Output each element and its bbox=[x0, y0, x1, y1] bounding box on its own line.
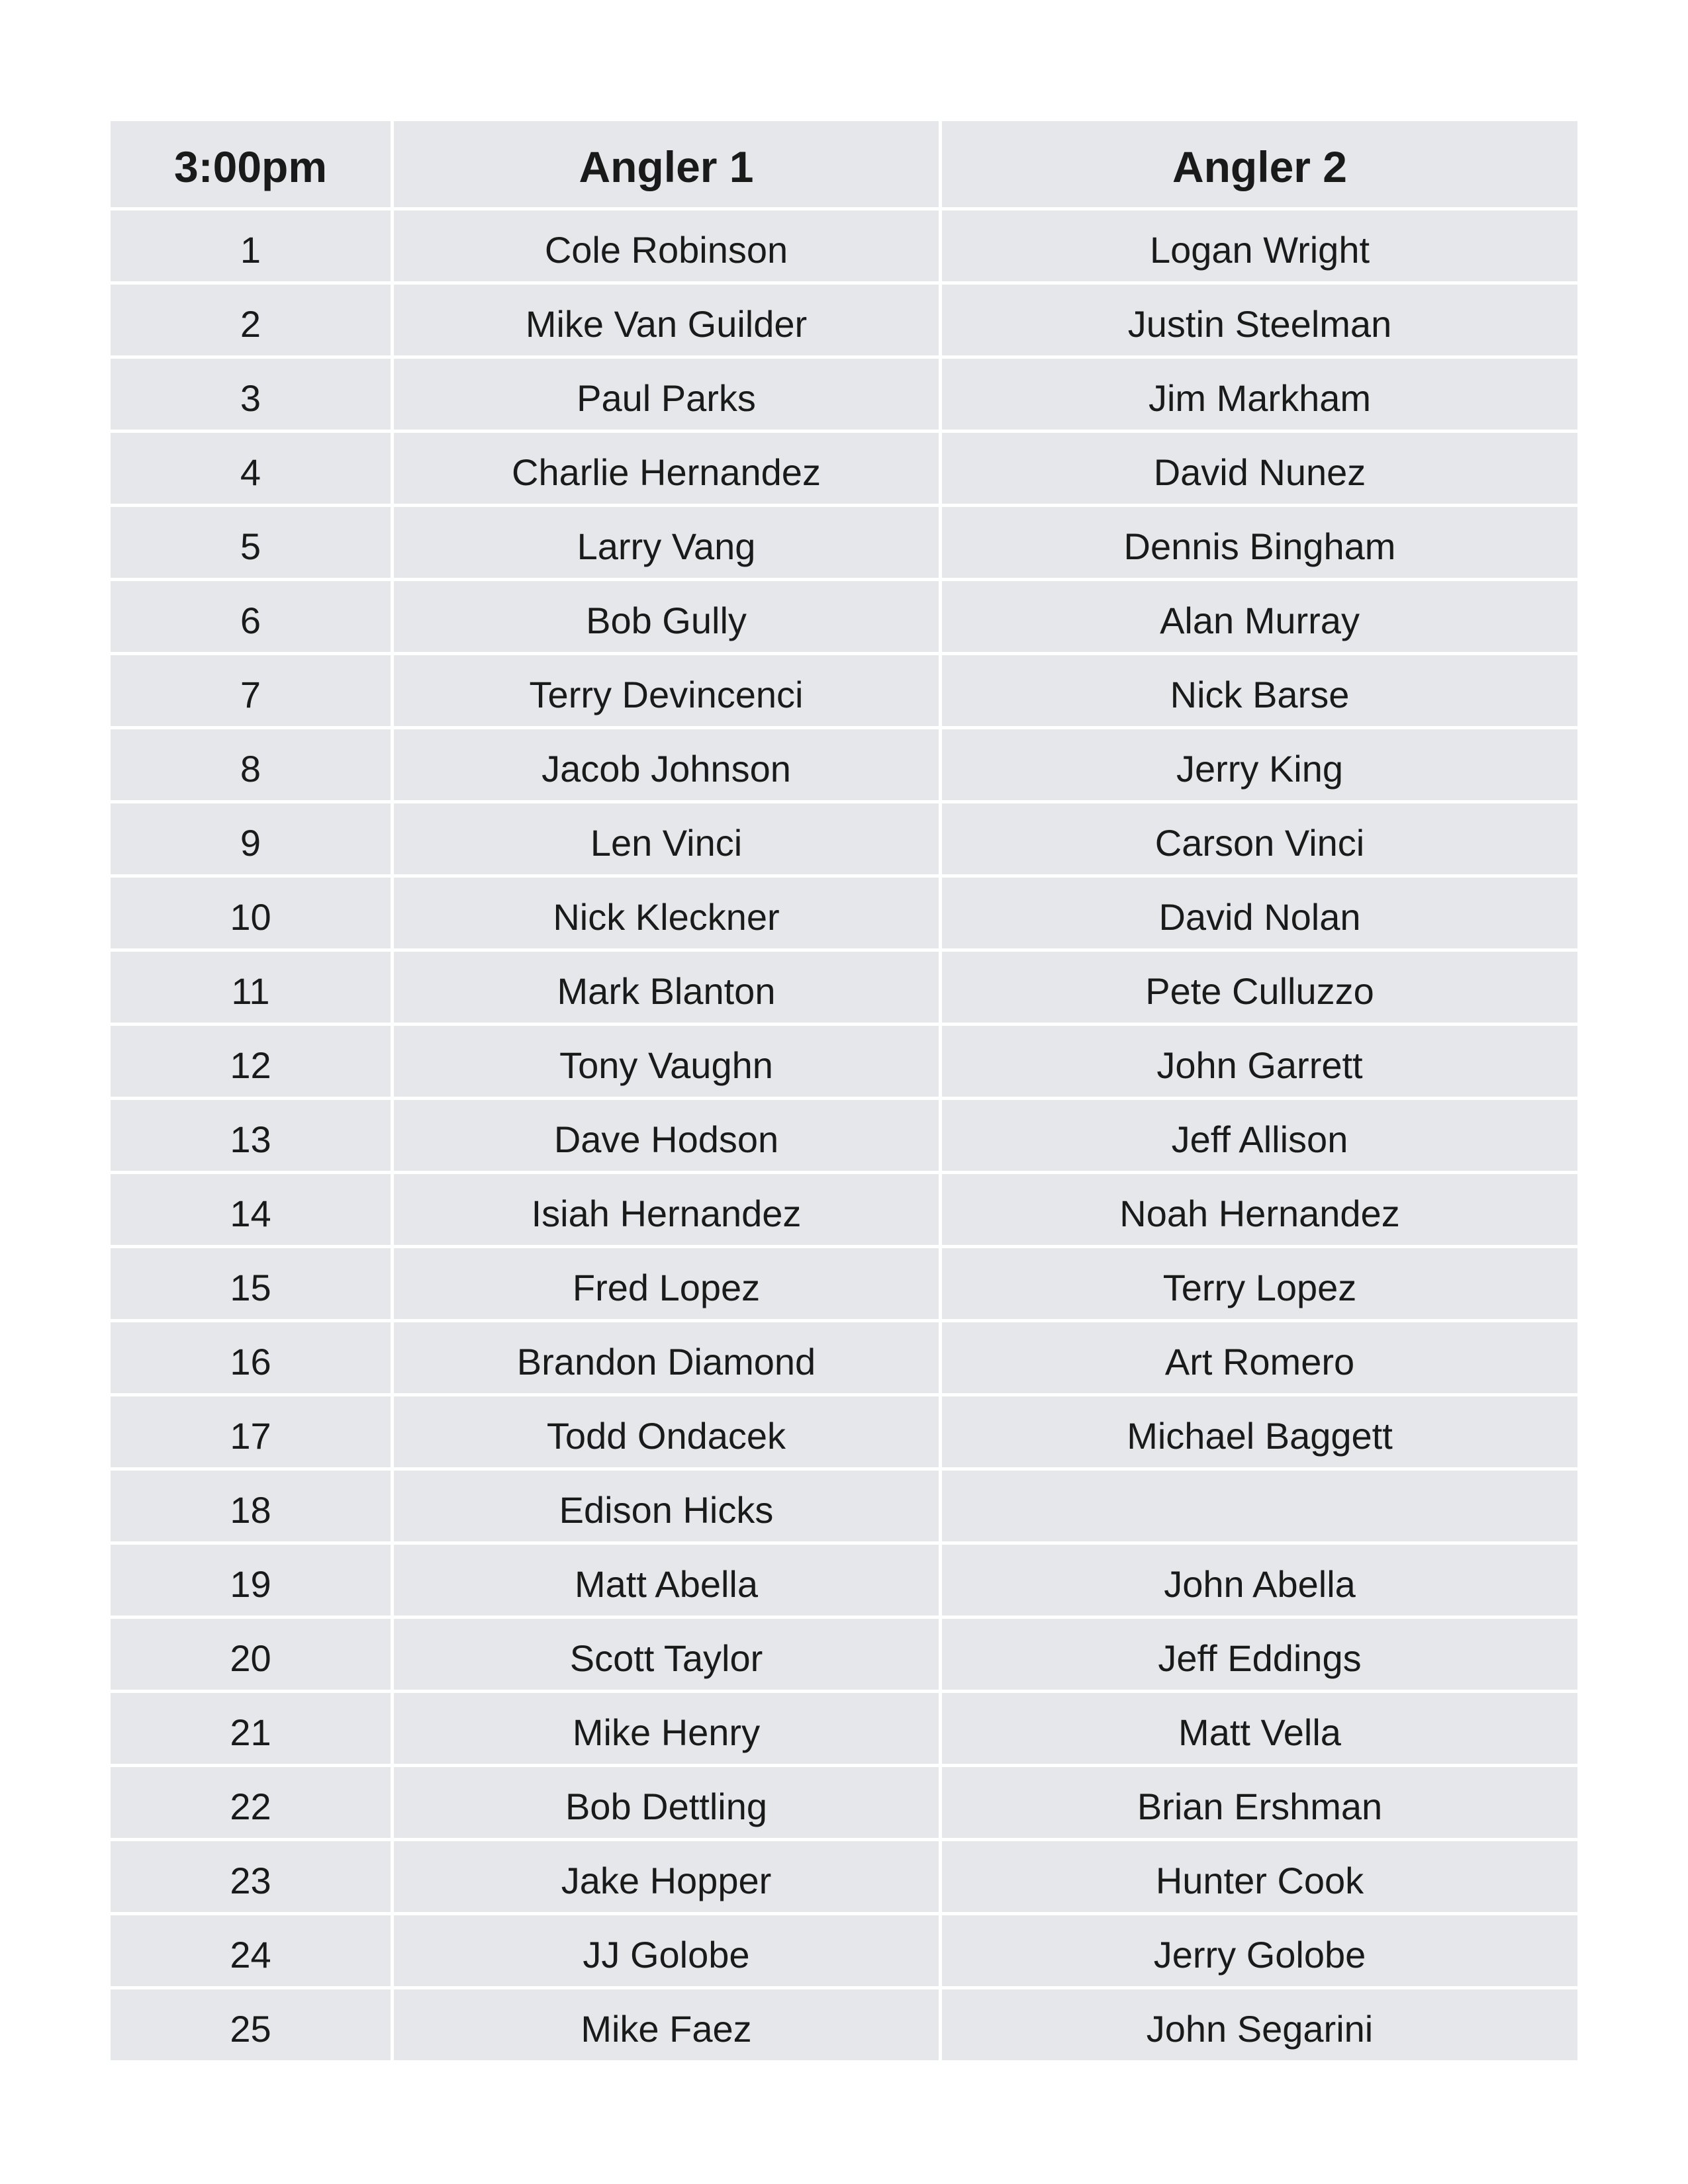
angler-1-name: Fred Lopez bbox=[394, 1248, 942, 1319]
angler-1-name: Matt Abella bbox=[394, 1545, 942, 1615]
table-body bbox=[111, 210, 1577, 2060]
header-angler-2: Angler 2 bbox=[942, 121, 1577, 207]
table-row bbox=[111, 655, 1577, 729]
angler-1-name: Paul Parks bbox=[394, 359, 942, 430]
boat-number: 1 bbox=[111, 210, 394, 281]
angler-2-name: Brian Ershman bbox=[942, 1767, 1577, 1838]
boat-number: 9 bbox=[111, 803, 394, 874]
table-row bbox=[111, 1915, 1577, 1989]
table-row bbox=[111, 1989, 1577, 2060]
boat-number: 6 bbox=[111, 581, 394, 652]
table-row bbox=[111, 507, 1577, 581]
angler-2-name: Jim Markham bbox=[942, 359, 1577, 430]
angler-2-name: David Nolan bbox=[942, 878, 1577, 948]
boat-number: 24 bbox=[111, 1915, 394, 1986]
boat-number: 14 bbox=[111, 1174, 394, 1245]
table-row bbox=[111, 581, 1577, 655]
boat-number: 20 bbox=[111, 1619, 394, 1690]
angler-1-name: Scott Taylor bbox=[394, 1619, 942, 1690]
angler-2-name: Hunter Cook bbox=[942, 1841, 1577, 1912]
angler-2-name: Alan Murray bbox=[942, 581, 1577, 652]
angler-1-name: Edison Hicks bbox=[394, 1471, 942, 1541]
boat-number: 10 bbox=[111, 878, 394, 948]
angler-2-name: Justin Steelman bbox=[942, 285, 1577, 355]
table-row bbox=[111, 1619, 1577, 1693]
angler-2-name bbox=[942, 1471, 1577, 1541]
angler-1-name: Mike Faez bbox=[394, 1989, 942, 2060]
angler-1-name: Todd Ondacek bbox=[394, 1396, 942, 1467]
angler-2-name: Art Romero bbox=[942, 1322, 1577, 1393]
angler-1-name: Nick Kleckner bbox=[394, 878, 942, 948]
angler-2-name: Terry Lopez bbox=[942, 1248, 1577, 1319]
angler-1-name: Jacob Johnson bbox=[394, 729, 942, 800]
angler-1-name: Len Vinci bbox=[394, 803, 942, 874]
boat-number: 25 bbox=[111, 1989, 394, 2060]
angler-2-name: John Segarini bbox=[942, 1989, 1577, 2060]
angler-2-name: Jeff Eddings bbox=[942, 1619, 1577, 1690]
table-row bbox=[111, 878, 1577, 952]
header-angler-1: Angler 1 bbox=[394, 121, 942, 207]
boat-number: 22 bbox=[111, 1767, 394, 1838]
angler-1-name: Brandon Diamond bbox=[394, 1322, 942, 1393]
table-row bbox=[111, 952, 1577, 1026]
angler-1-name: Mike Van Guilder bbox=[394, 285, 942, 355]
angler-2-name: Carson Vinci bbox=[942, 803, 1577, 874]
boat-number: 19 bbox=[111, 1545, 394, 1615]
table-row bbox=[111, 803, 1577, 878]
angler-1-name: Cole Robinson bbox=[394, 210, 942, 281]
angler-1-name: Larry Vang bbox=[394, 507, 942, 578]
angler-2-name: John Garrett bbox=[942, 1026, 1577, 1097]
angler-2-name: Michael Baggett bbox=[942, 1396, 1577, 1467]
angler-1-name: Bob Gully bbox=[394, 581, 942, 652]
boat-number: 18 bbox=[111, 1471, 394, 1541]
header-time: 3:00pm bbox=[111, 121, 394, 207]
angler-pairings-table bbox=[111, 121, 1577, 2060]
boat-number: 2 bbox=[111, 285, 394, 355]
angler-1-name: Mike Henry bbox=[394, 1693, 942, 1764]
boat-number: 13 bbox=[111, 1100, 394, 1171]
boat-number: 16 bbox=[111, 1322, 394, 1393]
angler-1-name: Tony Vaughn bbox=[394, 1026, 942, 1097]
angler-2-name: Nick Barse bbox=[942, 655, 1577, 726]
table-row bbox=[111, 1841, 1577, 1915]
boat-number: 17 bbox=[111, 1396, 394, 1467]
angler-1-name: Jake Hopper bbox=[394, 1841, 942, 1912]
boat-number: 11 bbox=[111, 952, 394, 1023]
boat-number: 5 bbox=[111, 507, 394, 578]
angler-2-name: John Abella bbox=[942, 1545, 1577, 1615]
angler-1-name: Isiah Hernandez bbox=[394, 1174, 942, 1245]
angler-1-name: Dave Hodson bbox=[394, 1100, 942, 1171]
angler-1-name: Bob Dettling bbox=[394, 1767, 942, 1838]
angler-2-name: Dennis Bingham bbox=[942, 507, 1577, 578]
table-row bbox=[111, 1693, 1577, 1767]
table-row bbox=[111, 1396, 1577, 1471]
boat-number: 21 bbox=[111, 1693, 394, 1764]
table-row bbox=[111, 729, 1577, 803]
table-row bbox=[111, 1322, 1577, 1396]
angler-2-name: Pete Culluzzo bbox=[942, 952, 1577, 1023]
table-header-row bbox=[111, 121, 1577, 210]
boat-number: 4 bbox=[111, 433, 394, 504]
table-row bbox=[111, 433, 1577, 507]
boat-number: 12 bbox=[111, 1026, 394, 1097]
table-row bbox=[111, 1471, 1577, 1545]
boat-number: 23 bbox=[111, 1841, 394, 1912]
angler-2-name: Matt Vella bbox=[942, 1693, 1577, 1764]
angler-2-name: Jerry King bbox=[942, 729, 1577, 800]
table-row bbox=[111, 1248, 1577, 1322]
angler-2-name: Jerry Golobe bbox=[942, 1915, 1577, 1986]
angler-1-name: Mark Blanton bbox=[394, 952, 942, 1023]
table-row bbox=[111, 1026, 1577, 1100]
table-row bbox=[111, 1767, 1577, 1841]
table-row bbox=[111, 1100, 1577, 1174]
boat-number: 7 bbox=[111, 655, 394, 726]
table-row bbox=[111, 1174, 1577, 1248]
angler-2-name: Jeff Allison bbox=[942, 1100, 1577, 1171]
table-row bbox=[111, 285, 1577, 359]
angler-1-name: Terry Devincenci bbox=[394, 655, 942, 726]
table-row bbox=[111, 359, 1577, 433]
boat-number: 3 bbox=[111, 359, 394, 430]
angler-2-name: Logan Wright bbox=[942, 210, 1577, 281]
angler-1-name: JJ Golobe bbox=[394, 1915, 942, 1986]
boat-number: 8 bbox=[111, 729, 394, 800]
angler-1-name: Charlie Hernandez bbox=[394, 433, 942, 504]
boat-number: 15 bbox=[111, 1248, 394, 1319]
table-row bbox=[111, 1545, 1577, 1619]
angler-2-name: Noah Hernandez bbox=[942, 1174, 1577, 1245]
table-row bbox=[111, 210, 1577, 285]
angler-2-name: David Nunez bbox=[942, 433, 1577, 504]
